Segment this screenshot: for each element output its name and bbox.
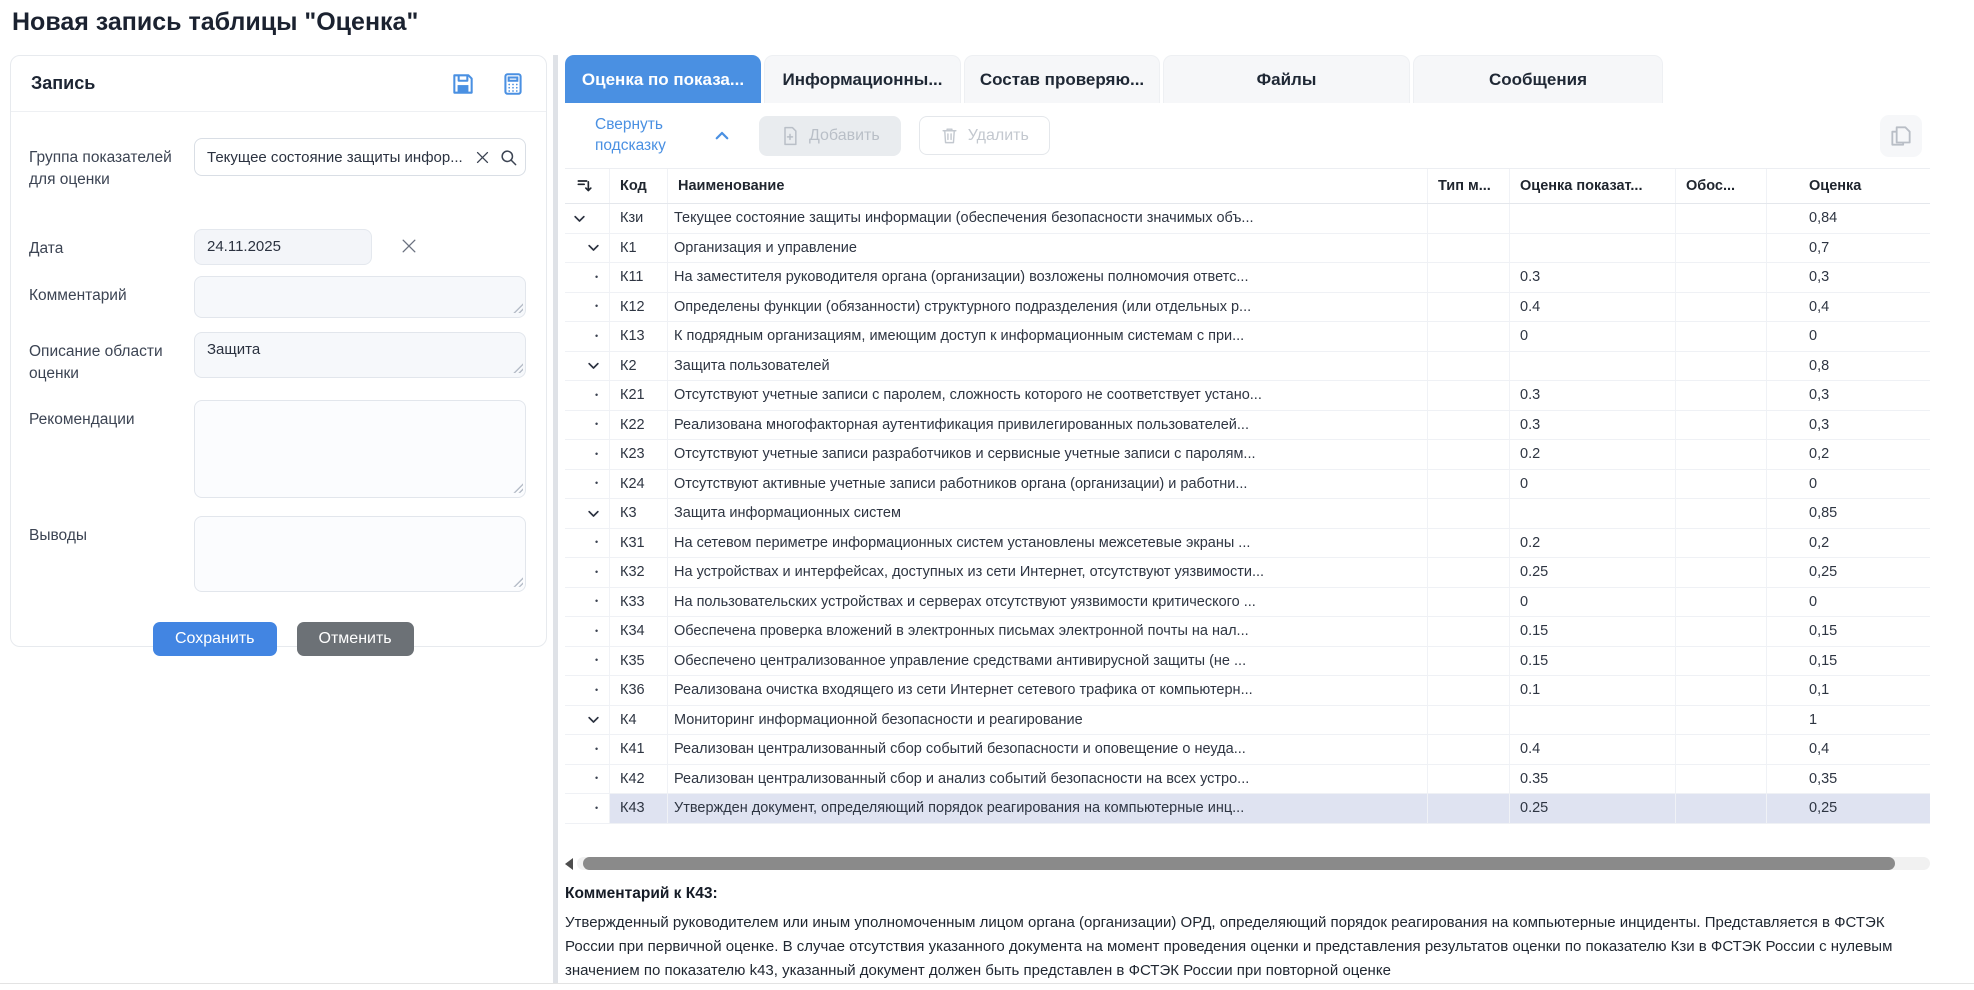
row-name: Реализован централизованный сбор и анализ событий безопасности на всех устро...	[667, 765, 1427, 794]
bullet-icon: •	[595, 419, 599, 430]
row-code: К31	[609, 529, 667, 558]
table-toolbar	[565, 103, 1930, 169]
table-row[interactable]	[565, 647, 1930, 677]
field-row-date	[29, 229, 528, 265]
add-button[interactable]	[759, 116, 901, 156]
tab-information[interactable]: Информационны...	[764, 55, 961, 103]
record-panel-title: Запись	[31, 73, 96, 93]
row-code: К3	[609, 499, 667, 528]
table-row[interactable]	[565, 794, 1930, 824]
row-expand-cell[interactable]	[565, 676, 609, 705]
table-row[interactable]	[565, 617, 1930, 647]
recommendations-field-textarea[interactable]	[194, 400, 526, 498]
row-type	[1427, 794, 1509, 823]
row-indicator-score: 0.15	[1509, 617, 1675, 646]
row-indicator-score: 0	[1509, 588, 1675, 617]
row-justification	[1675, 765, 1766, 794]
row-type	[1427, 352, 1509, 381]
table-body	[565, 204, 1930, 824]
row-indicator-score	[1509, 499, 1675, 528]
conclusions-field-textarea[interactable]	[194, 516, 526, 592]
row-justification	[1675, 794, 1766, 823]
row-name: На заместителя руководителя органа (организации) возложены полномочия ответс...	[667, 263, 1427, 292]
bullet-icon: •	[595, 301, 599, 312]
row-justification	[1675, 263, 1766, 292]
column-header-justification[interactable]: Обос...	[1675, 169, 1766, 203]
row-score: 0,3	[1766, 381, 1930, 410]
row-score: 0,3	[1766, 411, 1930, 440]
row-score: 0	[1766, 470, 1930, 499]
row-score: 0,8	[1766, 352, 1930, 381]
row-score: 0,25	[1766, 794, 1930, 823]
bullet-icon: •	[595, 655, 599, 666]
row-indicator-score	[1509, 234, 1675, 263]
table-row[interactable]	[565, 499, 1930, 529]
row-indicator-score: 0	[1509, 322, 1675, 351]
row-score: 0,3	[1766, 263, 1930, 292]
row-expand-cell[interactable]	[565, 234, 609, 263]
row-type	[1427, 499, 1509, 528]
cancel-button[interactable]: Отменить	[297, 622, 414, 656]
chevron-down-icon[interactable]	[586, 240, 601, 255]
row-name: К подрядным организациям, имеющим доступ к информационным системам с при...	[667, 322, 1427, 351]
sort-header-cell[interactable]	[565, 169, 609, 203]
date-field-label: Дата	[29, 239, 64, 257]
row-name: Организация и управление	[667, 234, 1427, 263]
table-row[interactable]	[565, 381, 1930, 411]
row-score: 0,2	[1766, 440, 1930, 469]
row-justification	[1675, 381, 1766, 410]
row-indicator-score	[1509, 706, 1675, 735]
search-icon[interactable]	[499, 148, 518, 167]
row-indicator-score: 0.2	[1509, 529, 1675, 558]
row-expand-cell[interactable]	[565, 470, 609, 499]
bullet-icon: •	[595, 271, 599, 282]
row-name: На сетевом периметре информационных систем установлены межсетевые экраны ...	[667, 529, 1427, 558]
sort-icon	[575, 176, 595, 196]
row-code: К24	[609, 470, 667, 499]
tab-messages[interactable]: Сообщения	[1413, 55, 1663, 103]
row-expand-cell[interactable]	[565, 588, 609, 617]
bullet-icon: •	[595, 448, 599, 459]
table-row[interactable]	[565, 470, 1930, 500]
row-type	[1427, 411, 1509, 440]
row-name: На устройствах и интерфейсах, доступных из сети Интернет, отсутствуют уязвимости...	[667, 558, 1427, 587]
table-row[interactable]	[565, 558, 1930, 588]
row-type	[1427, 470, 1509, 499]
row-type	[1427, 735, 1509, 764]
column-header-type[interactable]: Тип м...	[1427, 169, 1509, 203]
record-panel	[10, 55, 547, 647]
row-name: На пользовательских устройствах и серверах отсутствуют уязвимости критического ...	[667, 588, 1427, 617]
collapse-hint-link[interactable]: Свернуть подсказку	[595, 115, 666, 154]
row-type	[1427, 263, 1509, 292]
row-name: Обеспечена проверка вложений в электронных письмах электронной почты на нал...	[667, 617, 1427, 646]
row-score: 1	[1766, 706, 1930, 735]
row-type	[1427, 322, 1509, 351]
conclusions-field-label: Выводы	[29, 526, 88, 544]
row-name: Реализована очистка входящего из сети Интернет сетевого трафика от компьютерн...	[667, 676, 1427, 705]
table-row[interactable]	[565, 293, 1930, 323]
calculator-icon[interactable]	[500, 71, 526, 97]
row-justification	[1675, 411, 1766, 440]
row-justification	[1675, 322, 1766, 351]
row-type	[1427, 706, 1509, 735]
save-button[interactable]: Сохранить	[153, 622, 277, 656]
row-indicator-score: 0.2	[1509, 440, 1675, 469]
row-code: К13	[609, 322, 667, 351]
row-name: Защита информационных систем	[667, 499, 1427, 528]
row-justification	[1675, 529, 1766, 558]
row-type	[1427, 617, 1509, 646]
row-score: 0	[1766, 588, 1930, 617]
row-name: Отсутствуют учетные записи с паролем, сложность которого не соответствует устано...	[667, 381, 1427, 410]
row-expand-cell[interactable]	[565, 794, 609, 823]
row-justification	[1675, 706, 1766, 735]
row-justification	[1675, 204, 1766, 233]
row-score: 0,35	[1766, 765, 1930, 794]
comment-field-textarea[interactable]	[194, 276, 526, 318]
row-justification	[1675, 647, 1766, 676]
row-type	[1427, 204, 1509, 233]
row-name: Обеспечено централизованное управление средствами антивирусной защиты (не ...	[667, 647, 1427, 676]
comment-panel-text: Утвержденный руководителем или иным уполномоченным лицом органа (организации) ОРД, определяющий порядок реагирования на компьютерные инциденты. Представляется в ФСТЭК России при первичной оценке. В случае отсутствия указанного документа на момент проведения оценки и представления результатов оценки по показателю Кзи в ФСТЭК России с нулевым значением по показателю k43, указанный документ должен быть представлен в ФСТЭК России при повторной оценке	[565, 913, 1893, 980]
row-score: 0,4	[1766, 293, 1930, 322]
row-type	[1427, 647, 1509, 676]
row-name: Реализован централизованный сбор событий безопасности и оповещение о неуда...	[667, 735, 1427, 764]
row-code: К35	[609, 647, 667, 676]
row-score: 0,1	[1766, 676, 1930, 705]
tab-inspectors[interactable]: Состав проверяю...	[964, 55, 1160, 103]
bullet-icon: •	[595, 773, 599, 784]
scroll-left-icon[interactable]	[565, 858, 573, 870]
scrollbar-track[interactable]	[577, 857, 1930, 870]
chevron-up-icon[interactable]	[713, 127, 731, 145]
column-header-indicator-score[interactable]: Оценка показат...	[1509, 169, 1675, 203]
comment-field-label: Комментарий	[29, 286, 127, 304]
row-score: 0,15	[1766, 647, 1930, 676]
file-plus-icon	[780, 126, 800, 146]
row-expand-cell[interactable]	[565, 617, 609, 646]
row-indicator-score: 0	[1509, 470, 1675, 499]
row-type	[1427, 234, 1509, 263]
table-row[interactable]	[565, 234, 1930, 264]
field-row-recommendations	[29, 400, 528, 498]
row-indicator-score: 0.3	[1509, 263, 1675, 292]
column-header-score[interactable]: Оценка	[1766, 169, 1930, 203]
page-title: Новая запись таблицы "Оценка"	[12, 8, 419, 36]
row-type	[1427, 558, 1509, 587]
bullet-icon: •	[595, 389, 599, 400]
row-code: К34	[609, 617, 667, 646]
table-row[interactable]	[565, 263, 1930, 293]
row-code: Кзи	[609, 204, 667, 233]
row-justification	[1675, 499, 1766, 528]
row-indicator-score: 0.4	[1509, 735, 1675, 764]
row-name: Текущее состояние защиты информации (обеспечения безопасности значимых объ...	[667, 204, 1427, 233]
chevron-down-icon[interactable]	[586, 506, 601, 521]
row-indicator-score: 0.4	[1509, 293, 1675, 322]
delete-button-label: Удалить	[967, 126, 1029, 144]
row-justification	[1675, 352, 1766, 381]
horizontal-scrollbar[interactable]	[565, 857, 1930, 871]
bullet-icon: •	[595, 684, 599, 695]
row-expand-cell[interactable]	[565, 765, 609, 794]
row-indicator-score: 0.15	[1509, 647, 1675, 676]
trash-icon	[940, 126, 959, 145]
add-button-label: Добавить	[809, 126, 880, 144]
column-header-code[interactable]: Код	[609, 169, 667, 203]
row-indicator-score: 0.25	[1509, 794, 1675, 823]
scrollbar-thumb[interactable]	[583, 857, 1895, 870]
row-name: Мониторинг информационной безопасности и реагирование	[667, 706, 1427, 735]
row-score: 0,85	[1766, 499, 1930, 528]
table-row[interactable]	[565, 529, 1930, 559]
field-row-comment	[29, 276, 528, 318]
row-indicator-score	[1509, 352, 1675, 381]
row-code: К23	[609, 440, 667, 469]
window-bottom-border	[0, 983, 1974, 984]
row-indicator-score: 0.3	[1509, 381, 1675, 410]
bullet-icon: •	[595, 566, 599, 577]
save-icon[interactable]	[450, 71, 476, 97]
copy-button[interactable]	[1880, 115, 1922, 157]
field-row-group	[29, 138, 528, 192]
row-expand-cell[interactable]	[565, 263, 609, 292]
row-type	[1427, 588, 1509, 617]
row-justification	[1675, 234, 1766, 263]
table-row[interactable]	[565, 735, 1930, 765]
copy-pages-icon	[1888, 123, 1914, 149]
row-type	[1427, 765, 1509, 794]
table-row[interactable]	[565, 588, 1930, 618]
chevron-down-icon[interactable]	[586, 358, 601, 373]
row-justification	[1675, 735, 1766, 764]
comment-panel	[565, 885, 1930, 984]
row-indicator-score: 0.35	[1509, 765, 1675, 794]
comment-panel-title: Комментарий к К43:	[565, 884, 718, 902]
row-indicator-score: 0.3	[1509, 411, 1675, 440]
row-type	[1427, 381, 1509, 410]
table-row[interactable]	[565, 676, 1930, 706]
row-indicator-score: 0.1	[1509, 676, 1675, 705]
row-code: К43	[609, 794, 667, 823]
row-code: К4	[609, 706, 667, 735]
table-header-row	[565, 169, 1930, 204]
table-row[interactable]	[565, 765, 1930, 795]
bullet-icon: •	[595, 478, 599, 489]
clear-icon[interactable]	[474, 149, 491, 166]
row-name: Защита пользователей	[667, 352, 1427, 381]
tab-files[interactable]: Файлы	[1163, 55, 1410, 103]
row-name: Отсутствуют учетные записи разработчиков и сервисные учетные записи с паролям...	[667, 440, 1427, 469]
row-expand-cell[interactable]	[565, 499, 609, 528]
recommendations-field-label: Рекомендации	[29, 410, 135, 428]
row-justification	[1675, 617, 1766, 646]
row-score: 0,7	[1766, 234, 1930, 263]
row-score: 0	[1766, 322, 1930, 351]
row-name: Утвержден документ, определяющий порядок реагирования на компьютерные инц...	[667, 794, 1427, 823]
row-justification	[1675, 440, 1766, 469]
chevron-down-icon[interactable]	[586, 712, 601, 727]
clear-date-icon[interactable]	[399, 236, 419, 256]
row-indicator-score: 0.25	[1509, 558, 1675, 587]
row-type	[1427, 529, 1509, 558]
row-expand-cell[interactable]	[565, 529, 609, 558]
chevron-down-icon[interactable]	[572, 211, 587, 226]
row-code: К2	[609, 352, 667, 381]
tab-bar	[565, 55, 1930, 103]
bullet-icon: •	[595, 743, 599, 754]
row-expand-cell[interactable]	[565, 381, 609, 410]
table-row[interactable]	[565, 440, 1930, 470]
row-expand-cell[interactable]	[565, 411, 609, 440]
table-row[interactable]	[565, 352, 1930, 382]
row-code: К21	[609, 381, 667, 410]
row-justification	[1675, 470, 1766, 499]
bullet-icon: •	[595, 625, 599, 636]
row-score: 0,15	[1766, 617, 1930, 646]
panel-divider	[553, 55, 558, 983]
row-expand-cell[interactable]	[565, 322, 609, 351]
row-justification	[1675, 558, 1766, 587]
bullet-icon: •	[595, 537, 599, 548]
row-justification	[1675, 293, 1766, 322]
row-name: Отсутствуют активные учетные записи работников органа (организации) и работни...	[667, 470, 1427, 499]
row-code: К33	[609, 588, 667, 617]
tab-assessment-by-indicators[interactable]: Оценка по показа...	[565, 55, 761, 103]
record-panel-header	[11, 56, 546, 112]
field-row-conclusions	[29, 516, 528, 592]
scope-field-textarea[interactable]	[194, 332, 526, 378]
row-expand-cell[interactable]	[565, 647, 609, 676]
row-expand-cell[interactable]	[565, 440, 609, 469]
row-score: 0,84	[1766, 204, 1930, 233]
row-type	[1427, 440, 1509, 469]
scope-field-label: Описание области оценки	[29, 342, 163, 383]
row-score: 0,2	[1766, 529, 1930, 558]
delete-button[interactable]	[919, 116, 1050, 155]
table-row[interactable]	[565, 706, 1930, 736]
row-indicator-score	[1509, 204, 1675, 233]
row-code: К22	[609, 411, 667, 440]
row-code: К12	[609, 293, 667, 322]
row-expand-cell[interactable]	[565, 706, 609, 735]
table-row[interactable]	[565, 411, 1930, 441]
column-header-name[interactable]: Наименование	[667, 169, 1427, 203]
row-name: Реализована многофакторная аутентификация привилегированных пользователей...	[667, 411, 1427, 440]
row-expand-cell[interactable]	[565, 204, 609, 233]
row-score: 0,4	[1766, 735, 1930, 764]
row-justification	[1675, 588, 1766, 617]
row-code: К32	[609, 558, 667, 587]
row-name: Определены функции (обязанности) структурного подразделения (или отдельных р...	[667, 293, 1427, 322]
table-row[interactable]	[565, 322, 1930, 352]
row-justification	[1675, 676, 1766, 705]
row-code: К11	[609, 263, 667, 292]
table-row[interactable]	[565, 204, 1930, 234]
bullet-icon: •	[595, 596, 599, 607]
row-type	[1427, 293, 1509, 322]
row-expand-cell[interactable]	[565, 293, 609, 322]
field-row-scope	[29, 332, 528, 386]
row-code: К41	[609, 735, 667, 764]
group-field-label: Группа показателей для оценки	[29, 149, 172, 189]
row-expand-cell[interactable]	[565, 352, 609, 381]
row-code: К36	[609, 676, 667, 705]
row-code: К1	[609, 234, 667, 263]
assessment-panel	[565, 55, 1930, 983]
row-expand-cell[interactable]	[565, 558, 609, 587]
row-code: К42	[609, 765, 667, 794]
bullet-icon: •	[595, 330, 599, 341]
row-expand-cell[interactable]	[565, 735, 609, 764]
bullet-icon: •	[595, 802, 599, 813]
row-score: 0,25	[1766, 558, 1930, 587]
date-field-input[interactable]	[194, 229, 372, 265]
row-type	[1427, 676, 1509, 705]
